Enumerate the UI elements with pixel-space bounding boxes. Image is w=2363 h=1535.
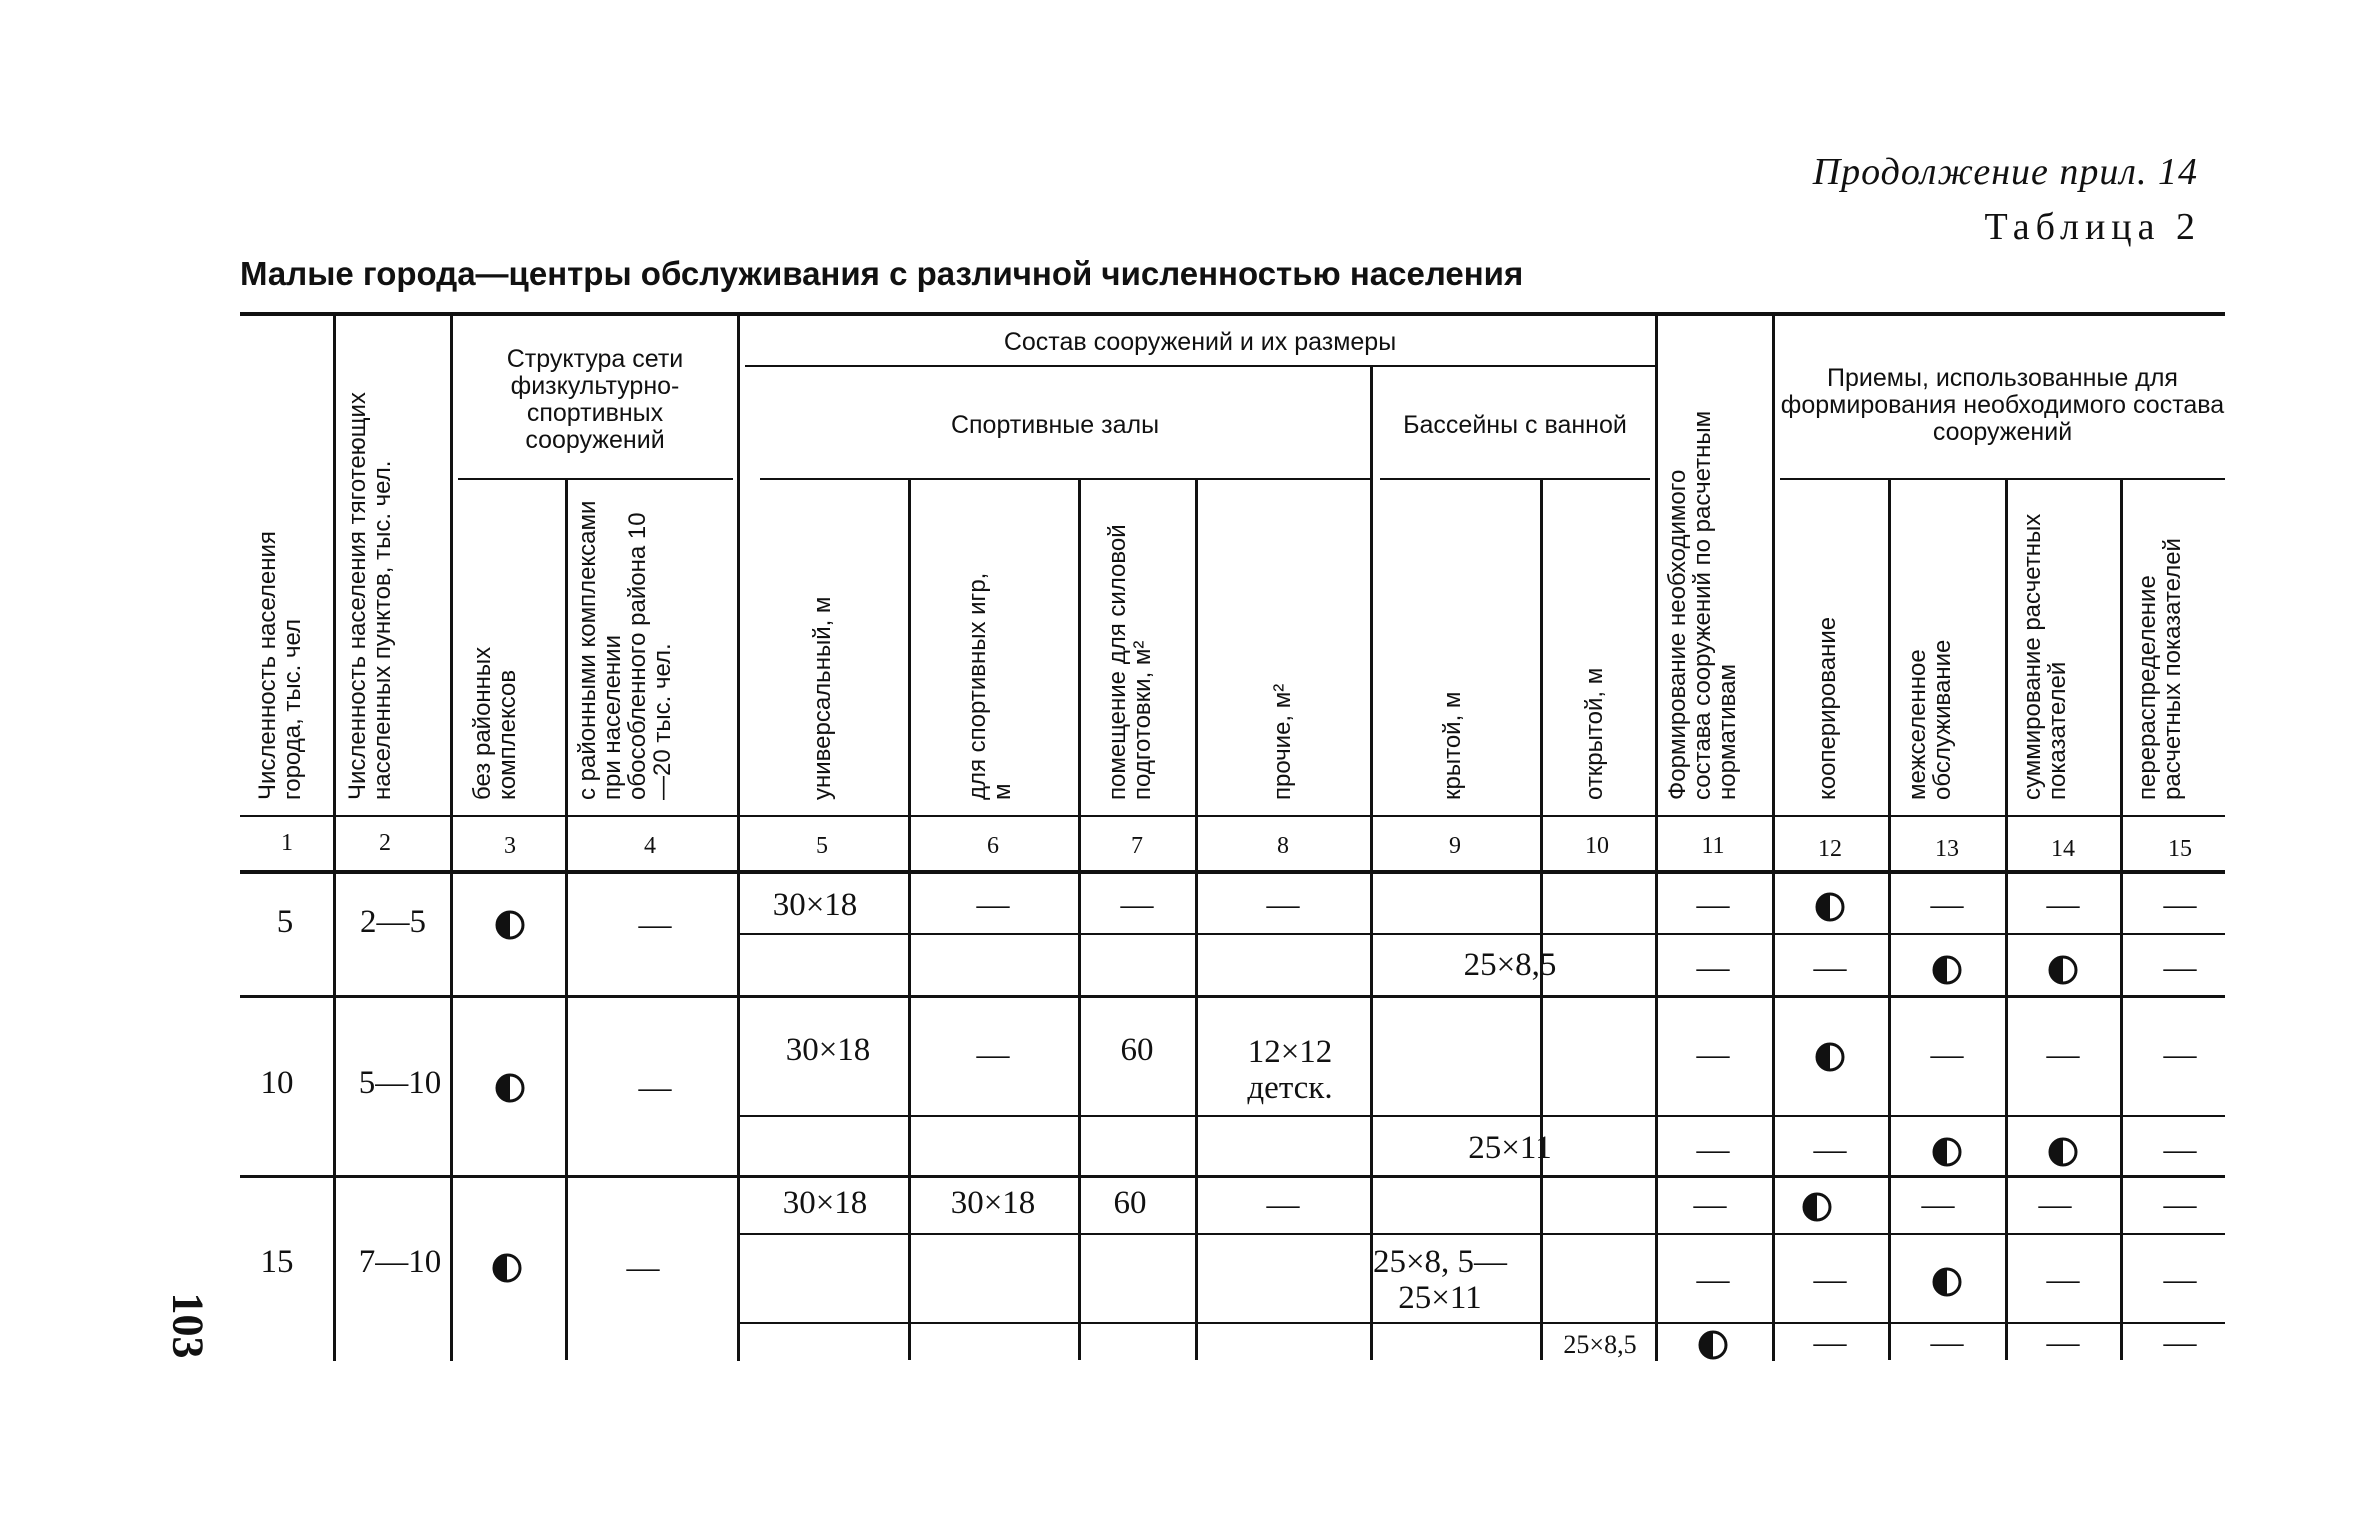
row15-c4: — (626, 1250, 660, 1286)
header-col-12: кооперирование (1814, 616, 1841, 800)
rule-pools (1380, 478, 1650, 480)
header-col-2: Численность населения тяготеющих населенных пунктов, тыс. чел. (344, 392, 396, 800)
col-rule (1370, 365, 1373, 1360)
col-number: 7 (1131, 833, 1143, 859)
col-number: 6 (987, 833, 999, 859)
header-col-9: крытой, м (1439, 691, 1466, 800)
row15c-c15: — (2163, 1325, 2197, 1361)
row5-attr: 2—5 (360, 904, 426, 940)
row10-c13: — (1930, 1037, 1964, 1073)
row5b-c15: — (2163, 950, 2197, 986)
col-number: 13 (1935, 836, 1959, 862)
row10b-c15: — (2163, 1132, 2197, 1168)
half-circle-icon (1698, 1330, 1728, 1360)
page-number: 103 (163, 1292, 213, 1359)
row5-c6: — (976, 887, 1010, 923)
row15b-c9: 25×8, 5— 25×11 (1372, 1244, 1508, 1316)
col-rule (2005, 480, 2008, 1360)
row5-c13: — (1930, 887, 1964, 923)
half-circle-icon (2048, 1137, 2078, 1167)
col-rule (2120, 480, 2123, 1360)
row10-c6: — (976, 1037, 1010, 1073)
col-rule (908, 480, 911, 1360)
row15-c5: 30×18 (782, 1185, 868, 1221)
row10-c11: — (1696, 1037, 1730, 1073)
col-rule (1078, 480, 1081, 1360)
rule-composition (745, 365, 1655, 367)
row15-c6: 30×18 (950, 1185, 1036, 1221)
header-composition: Состав сооружений и их размеры (1003, 327, 1397, 356)
rule-subgroups (458, 478, 733, 480)
header-col-6: для спортивных игр, м (964, 572, 1016, 800)
row5b-c12: — (1813, 950, 1847, 986)
row5-c14: — (2046, 887, 2080, 923)
col-number: 15 (2168, 836, 2192, 862)
row5-c5: 30×18 (772, 887, 858, 923)
header-col-3: без районных комплексов (469, 646, 521, 800)
rule-r10-bottom (240, 1175, 2225, 1178)
header-structure: Структура сети физкультурно-спортивных сооружений (506, 345, 684, 454)
half-circle-icon (1932, 1267, 1962, 1297)
col-rule (1888, 480, 1891, 1360)
col-number: 2 (379, 830, 391, 856)
col-rule (1540, 480, 1543, 1360)
row10-c4: — (638, 1070, 672, 1106)
row15-c15: — (2163, 1187, 2197, 1223)
row15b-c11: — (1696, 1262, 1730, 1298)
header-col-14: суммирование расчетных показателей (2019, 513, 2071, 800)
row15-c13: — (1921, 1187, 1955, 1223)
table-top-rule (240, 312, 2225, 316)
col-number: 3 (504, 833, 516, 859)
row15b-c12: — (1813, 1262, 1847, 1298)
row10b-c11: — (1696, 1132, 1730, 1168)
continuation-label: Продолжение прил. 14 (1812, 151, 2198, 193)
row5-c4: — (638, 907, 672, 943)
table-title: Малые города—центры обслуживания с различной численностью населения (240, 255, 1524, 292)
row15-attr: 7—10 (358, 1244, 442, 1280)
row10-c7: 60 (1120, 1032, 1154, 1068)
header-halls: Спортивные залы (950, 410, 1160, 439)
header-col-5: универсальный, м (809, 596, 836, 800)
header-col-7: помещение для силовой подготовки, м² (1104, 524, 1156, 800)
col-rule (1772, 316, 1775, 1361)
col-rule (333, 316, 336, 1361)
col-number: 1 (281, 830, 293, 856)
row15-c14: — (2038, 1187, 2072, 1223)
col-number: 5 (816, 833, 828, 859)
rule-numbers-bottom (240, 870, 2225, 874)
half-circle-icon (495, 910, 525, 940)
row15c-c14: — (2046, 1325, 2080, 1361)
col-number: 10 (1585, 833, 1609, 859)
row10b-c9: 25×11 (1468, 1130, 1552, 1166)
half-circle-icon (1815, 1042, 1845, 1072)
half-circle-icon (1932, 1137, 1962, 1167)
col-rule (565, 480, 568, 1360)
rule-halls (760, 478, 1370, 480)
row15-c7: 60 (1113, 1185, 1147, 1221)
row15c-c10: 25×8,5 (1563, 1330, 1637, 1359)
row10-c15: — (2163, 1037, 2197, 1073)
half-circle-icon (1802, 1192, 1832, 1222)
col-rule (1655, 316, 1658, 1361)
row5-city: 5 (276, 904, 294, 940)
rule-r15-split1 (740, 1233, 2225, 1235)
header-col-8: прочие, м² (1269, 683, 1296, 800)
row10-c14: — (2046, 1037, 2080, 1073)
row10-c5: 30×18 (785, 1032, 871, 1068)
row15c-c13: — (1930, 1325, 1964, 1361)
row15-c11: — (1693, 1187, 1727, 1223)
rule-r15-split2 (740, 1322, 2225, 1324)
header-col-11: Формирование необходимого состава сооружений по расчетным нормативам (1664, 410, 1741, 800)
rule-r10-split (740, 1115, 2225, 1117)
col-rule (1195, 480, 1198, 1360)
row5-c15: — (2163, 887, 2197, 923)
row10-attr: 5—10 (358, 1065, 442, 1101)
row15-city: 15 (260, 1244, 294, 1280)
half-circle-icon (2048, 955, 2078, 985)
row5b-c9: 25×8,5 (1463, 947, 1557, 983)
header-methods: Приемы, использованные для формирования необходимого состава сооружений (1780, 363, 2225, 446)
col-number: 8 (1277, 833, 1289, 859)
col-rule (450, 316, 453, 1361)
row15b-c15: — (2163, 1262, 2197, 1298)
col-rule (737, 316, 740, 1361)
half-circle-icon (1815, 892, 1845, 922)
col-number: 11 (1701, 833, 1725, 859)
header-pools: Бассейны с ванной (1403, 410, 1627, 439)
row15b-c14: — (2046, 1262, 2080, 1298)
header-col-4: с районными комплексами при населении обособленного района 10—20 тыс. чел. (574, 500, 676, 800)
col-number: 9 (1449, 833, 1461, 859)
rule-r5-bottom (240, 995, 2225, 998)
header-col-10: открытой, м (1581, 667, 1608, 800)
half-circle-icon (495, 1073, 525, 1103)
col-number: 14 (2051, 836, 2075, 862)
row10b-c12: — (1813, 1132, 1847, 1168)
rule-r5-split (740, 933, 2225, 935)
header-col-13: межселенное обслуживание (1904, 639, 1956, 800)
half-circle-icon (492, 1253, 522, 1283)
rule-header-bottom (240, 815, 2225, 817)
table-label: Таблица 2 (1984, 206, 2201, 248)
row15-c8: — (1266, 1187, 1300, 1223)
row15c-c12: — (1813, 1325, 1847, 1361)
header-col-1: Численность населения города, тыс. чел (254, 531, 306, 800)
col-number: 4 (644, 833, 656, 859)
row5-c7: — (1120, 887, 1154, 923)
row10-city: 10 (260, 1065, 294, 1101)
col-number: 12 (1818, 836, 1842, 862)
row5b-c11: — (1696, 950, 1730, 986)
header-col-15: перераспределение расчетных показателей (2134, 538, 2186, 800)
row5-c8: — (1266, 887, 1300, 923)
row10-c8: 12×12 детск. (1247, 1034, 1333, 1106)
half-circle-icon (1932, 955, 1962, 985)
row5-c11: — (1696, 887, 1730, 923)
rule-methods (1780, 478, 2225, 480)
